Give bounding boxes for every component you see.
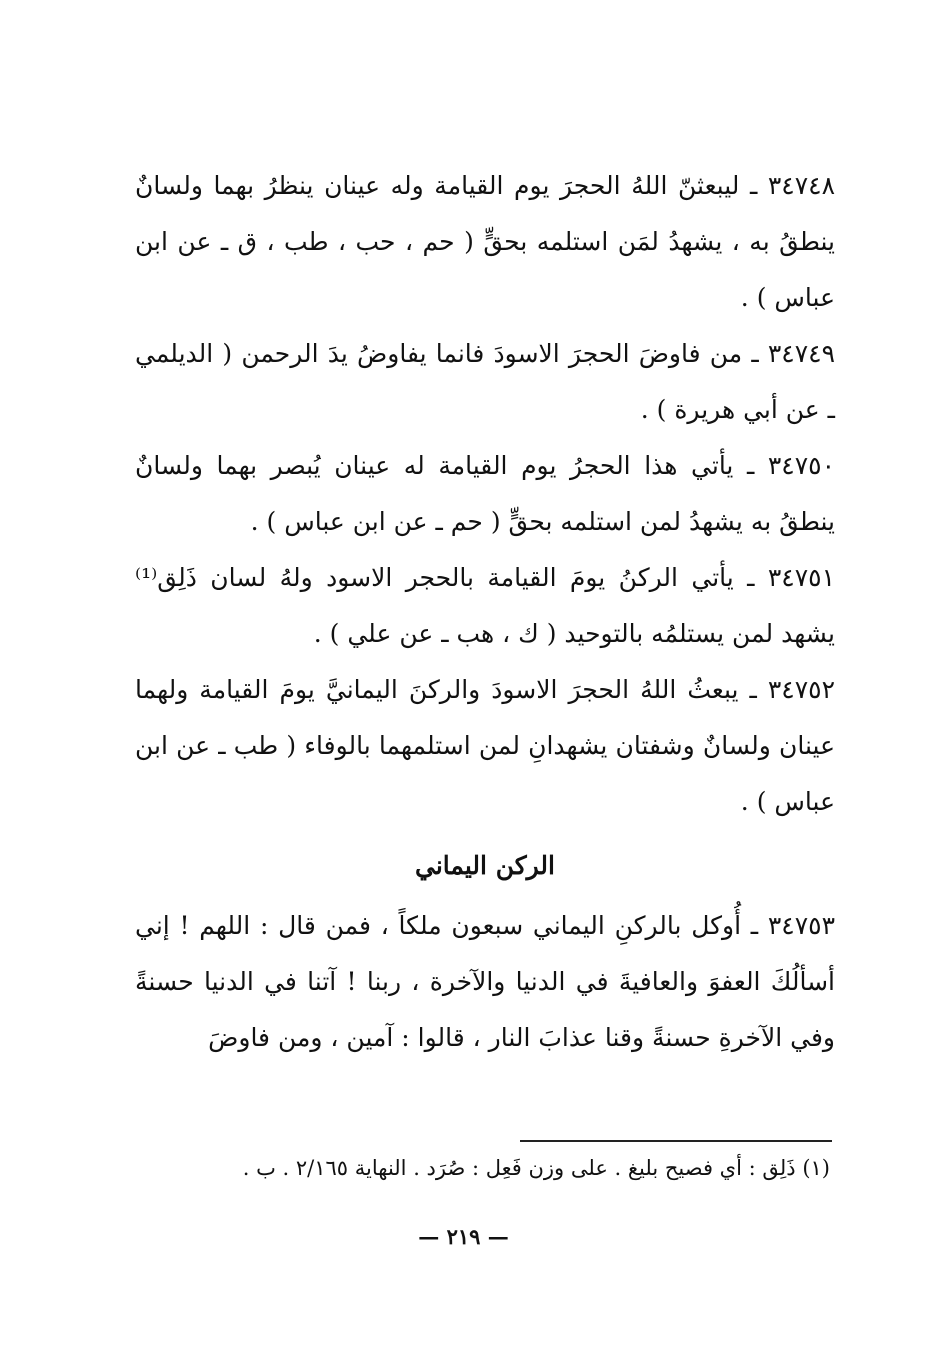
section-heading: الركن اليماني xyxy=(415,851,555,880)
main-text xyxy=(135,158,835,1066)
hadith-entry-34748: ٣٤٧٤٨ ـ ليبعثنّ اللهُ الحجرَ يوم القيامة وله عينان ينظرُ بهما ولسانٌ ينطقُ به ، يشهدُ لمَن استلمه بحقٍّ ( حم ، حب ، طب ، ق ـ عن ابن عباس ) . xyxy=(135,171,835,312)
hadith-entry-34749: ٣٤٧٤٩ ـ من فاوضَ الحجرَ الاسودَ فانما يفاوضُ يدَ الرحمن ( الديلمي ـ عن أبي هريرة ) . xyxy=(135,339,835,424)
hadith-entry-34753: ٣٤٧٥٣ ـ أُوكل بالركنِ اليماني سبعون ملكاً ، فمن قال : اللهم ! إني أسألُكَ العفوَ والعافيةَ في الدنيا والآخرة ، ربنا ! آتنا في الدنيا حسنةً وفي الآخرةِ حسنةً وقنا عذابَ النار ، قالوا : آمين ، ومن فاوضَ xyxy=(135,911,835,1052)
page-number: — ٢١٩ — xyxy=(418,1224,509,1249)
hadith-entry-34752: ٣٤٧٥٢ ـ يبعثُ اللهُ الحجرَ الاسودَ والركنَ اليمانيَّ يومَ القيامة ولهما عينان ولسانٌ وشفتان يشهدانِ لمن استلمهما بالوفاء ( طب ـ عن ابن عباس ) . xyxy=(135,675,835,816)
hadith-entry-34751: ٣٤٧٥١ ـ يأتي الركنُ يومَ القيامة بالحجر الاسود ولهُ لسان ذَلِق⁽¹⁾ يشهد لمن يستلمُه بالتوحيد ( ك ، هب ـ عن علي ) . xyxy=(135,563,835,648)
footnote-divider xyxy=(520,1140,832,1142)
hadith-entry-34750: ٣٤٧٥٠ ـ يأتي هذا الحجرُ يوم القيامة له عينان يُبصر بهما ولسانٌ ينطقُ به يشهدُ لمن استلمه بحقٍّ ( حم ـ عن ابن عباس ) . xyxy=(135,451,835,536)
footnote: (١) ذَلِق : أي فصيح بليغ . على وزن فَعِل : صُرَد . النهاية ٢/١٦٥ . ب . xyxy=(242,1156,830,1180)
